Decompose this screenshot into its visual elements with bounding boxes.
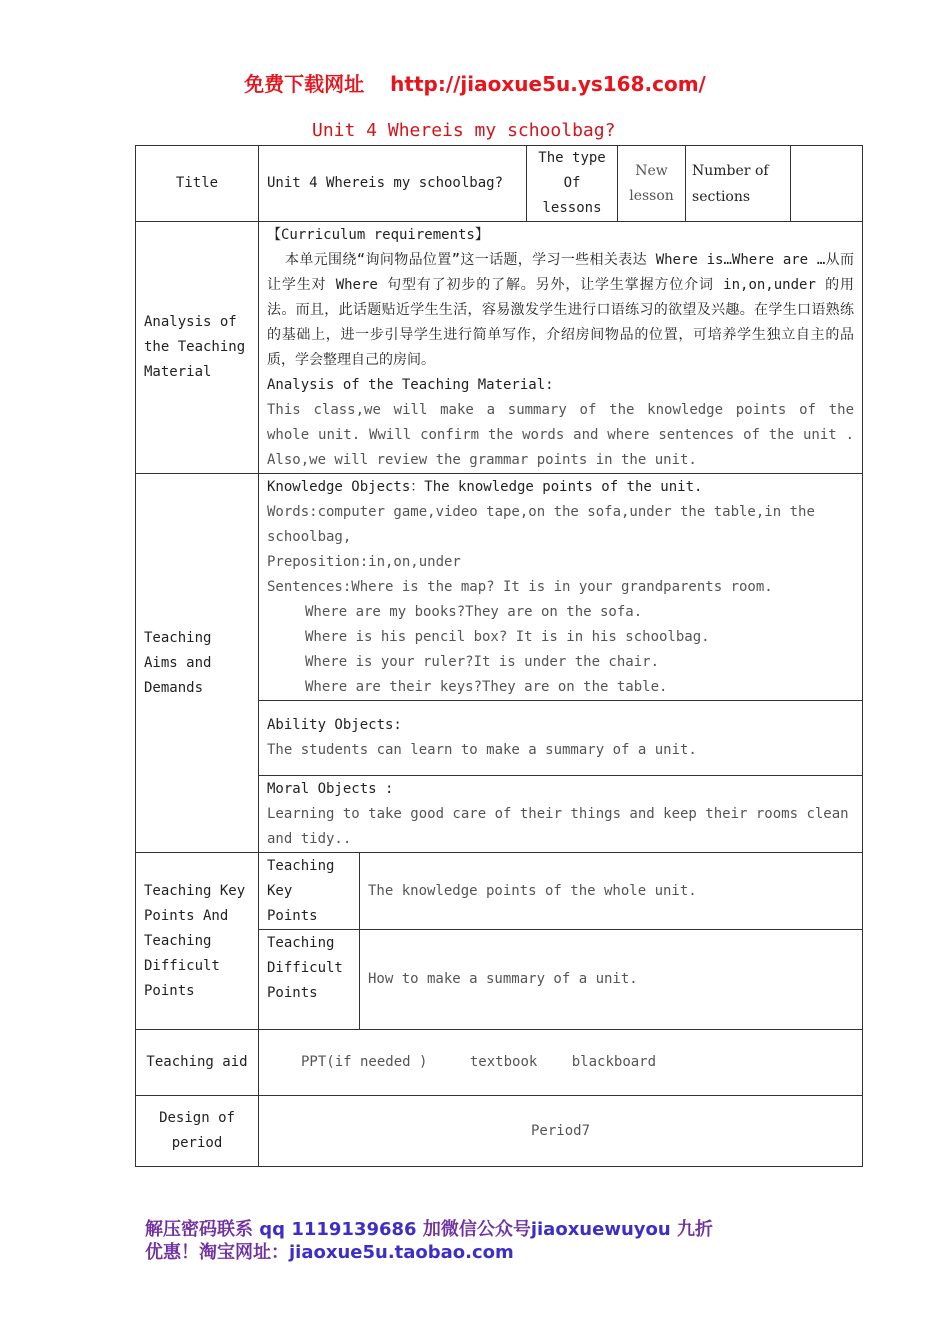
sections-value [791,146,863,222]
download-url-link[interactable]: http://jiaoxue5u.ys168.com/ [390,72,706,96]
aid-item-ppt: PPT(if needed ) [301,1054,428,1070]
lesson-type-value: New lesson [618,146,686,222]
title-value: Unit 4 Whereis my schoolbag? [259,146,527,222]
design-value: Period7 [259,1096,863,1167]
keypoints-label: Teaching Key Points And Teaching Difficult Points [136,853,259,1030]
moral-text: Learning to take good care of their things and keep their rooms clean and tidy.. [267,806,849,847]
page-title: Unit 4 Whereis my schoolbag? [312,120,616,141]
preposition-line: Preposition:in,on,under [267,554,461,570]
lesson-type-label: The type Of lessons [527,146,618,222]
footer-text: 优惠！淘宝网址： [145,1242,289,1263]
difficult-points-label: Teaching Difficult Points [259,930,360,1030]
lesson-plan-table [135,145,863,1167]
aid-item-blackboard: blackboard [571,1054,657,1070]
curriculum-heading: 【Curriculum requirements】 [267,227,489,243]
sentence-line: Where are my books?They are on the sofa. [305,604,643,620]
aims-label: Teaching Aims and Demands [136,474,259,853]
moral-heading: Moral Objects : [267,781,394,797]
difficult-points-text: How to make a summary of a unit. [360,930,863,1030]
sentence-line: Sentences:Where is the map? It is in your grandparents room. [267,579,773,595]
footer-text: 加微信公众号 [416,1219,531,1240]
ability-heading: Ability Objects: [267,717,402,733]
aid-item-textbook: textbook [469,1054,538,1070]
footer-taobao-link[interactable]: jiaoxue5u.taobao.com [289,1242,514,1263]
analysis-text: This class,we will make a summary of the knowledge points of the whole unit. Wwill confirm the words and where sentences of the unit . Also,we will review the grammar points in the unit. [267,402,855,468]
footer-note [145,1218,845,1264]
download-header [0,68,950,97]
analysis-heading: Analysis of the Teaching Material: [267,377,554,393]
footer-wechat: jiaoxuewuyou [530,1219,671,1240]
footer-text: 解压密码联系 [145,1219,260,1240]
download-label: 免费下载网址 [244,72,365,96]
analysis-label: Analysis of the Teaching Material [136,222,259,474]
footer-qq: qq 1119139686 [259,1219,417,1240]
aid-label: Teaching aid [136,1030,259,1096]
ability-text: The students can learn to make a summary of a unit. [267,742,697,758]
footer-text: 九折 [670,1219,713,1240]
title-label: Title [136,146,259,222]
key-points-label: Teaching Key Points [259,853,360,930]
sentence-line: Where is his pencil box? It is in his schoolbag. [305,629,710,645]
words-line: Words:computer game,video tape,on the sofa,under the table,in the schoolbag, [267,504,815,545]
sections-label: Number of sections [686,146,791,222]
curriculum-text: 本单元围绕“询问物品位置”这一话题，学习一些相关表达 Where is…Where are …从而让学生对 Where 句型有了初步的了解。另外，让学生掌握方位介词 in,on,under 的用法。而且，此话题贴近学生生活，容易激发学生进行口语练习的欲望及兴趣。在学生口语熟练的基础上，进一步引导学生进行简单写作，介绍房间物品的位置，可培养学生独立自主的品质，学会整理自己的房间。 [267,252,855,368]
design-label: Design of period [136,1096,259,1167]
sentence-line: Where is your ruler?It is under the chair. [305,654,660,670]
key-points-text: The knowledge points of the whole unit. [360,853,863,930]
knowledge-heading: Knowledge Objects：The knowledge points of the unit. [267,479,703,495]
sentence-line: Where are their keys?They are on the table. [305,679,668,695]
